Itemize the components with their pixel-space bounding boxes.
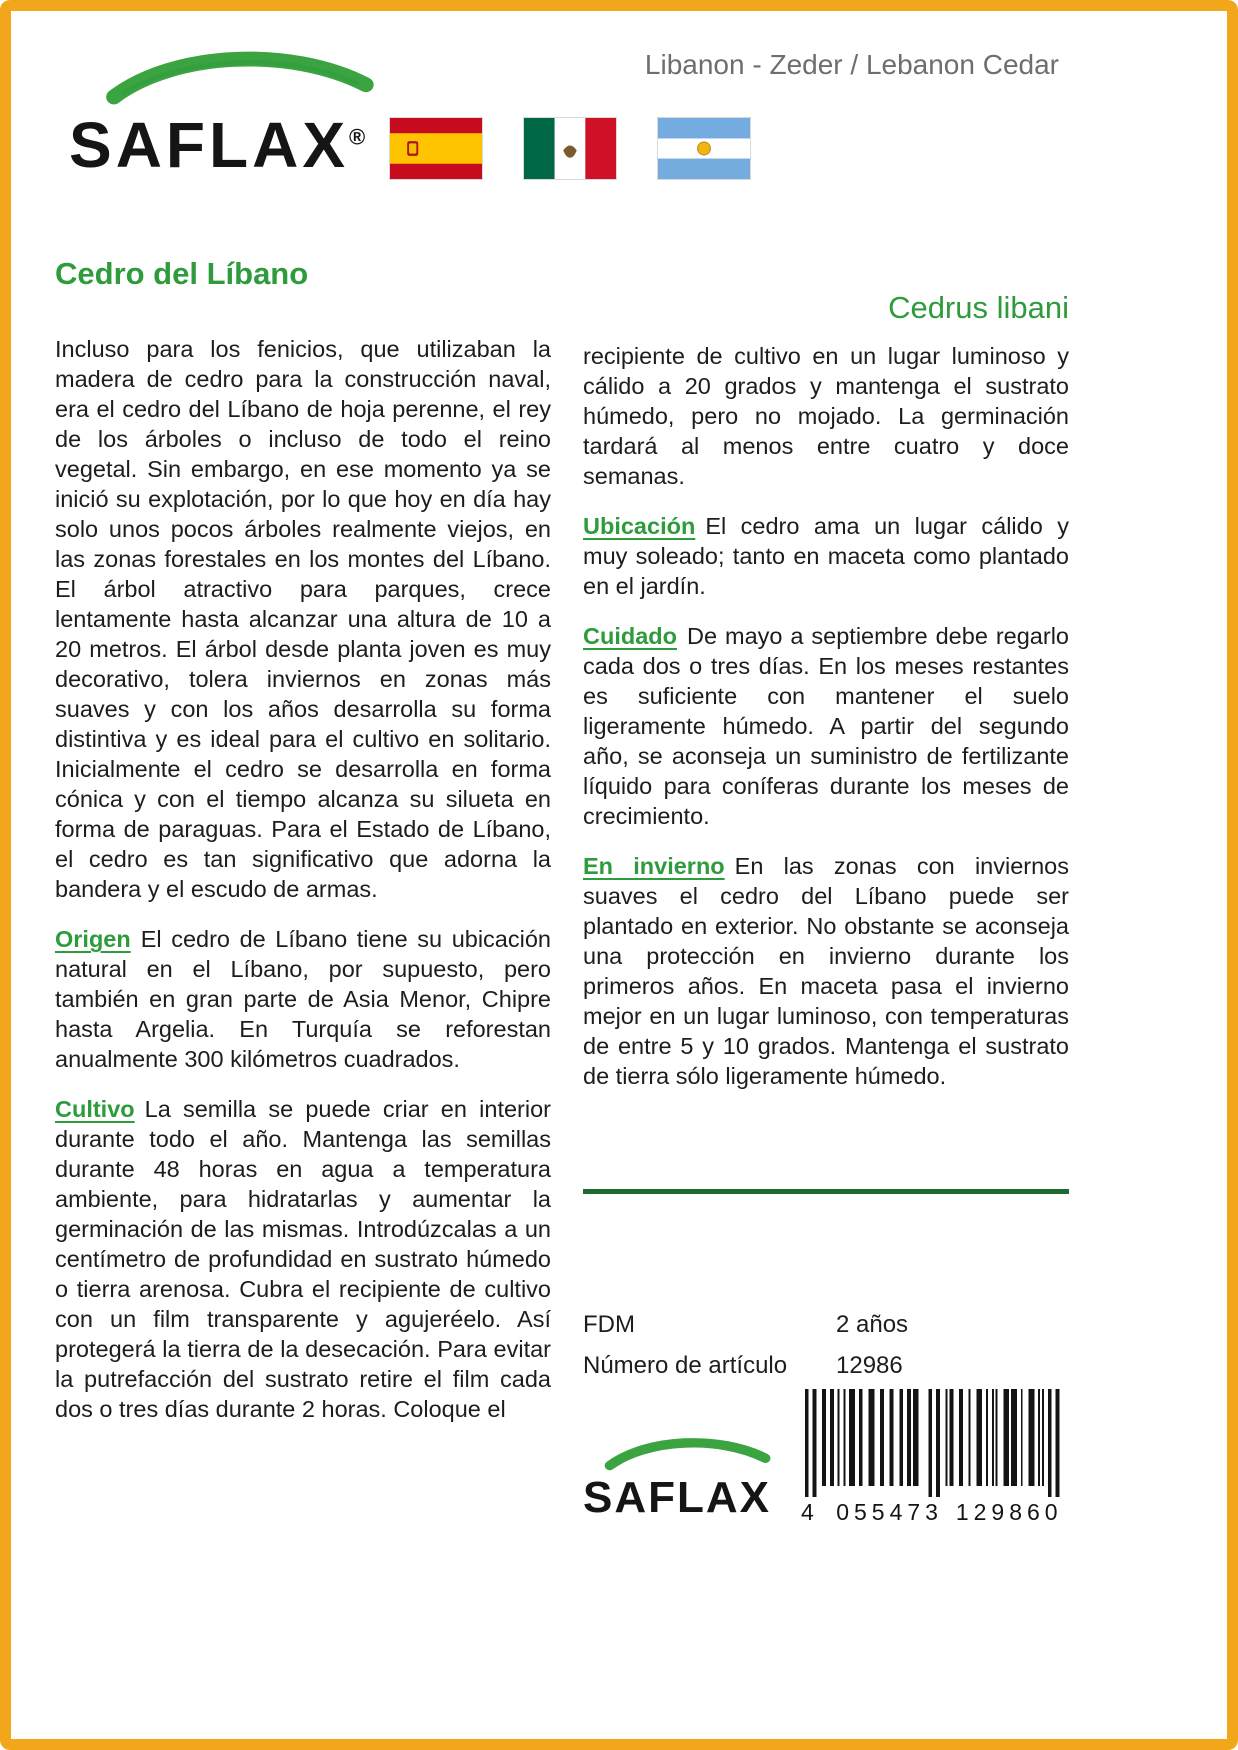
section-text-origen: El cedro de Líbano tiene su ubicación natural en el Líbano, por supuesto, pero también en gran parte de Asia Menor, Chipre hasta Argelia. En Turquía se reforestan anualmente 300 kilómetros cuadrados. [55,926,551,1072]
latin-name: Cedrus libani [888,290,1069,325]
detail-value: 12986 [836,1352,903,1379]
section-cultivo [55,1094,551,1424]
right-column [583,289,1069,1111]
flags-row [389,117,751,180]
barcode-digit-group: 129860 [955,1499,1063,1525]
saflax-logo [69,41,389,181]
detail-label: Número de artículo [583,1352,788,1379]
barcode-digit-group: 4 [801,1499,814,1525]
brand-name: SAFLAX [69,109,349,181]
section-en-invierno [583,851,1069,1091]
continuation-paragraph: recipiente de cultivo en un lugar luminoso y cálido a 20 grados y mantenga el sustrato húmedo, pero no mojado. La germinación tardará al menos entre cuatro y doce semanas. [583,343,1069,489]
intro-paragraph: Incluso para los fenicios, que utilizaban la madera de cedro para la construcción naval, era el cedro del Líbano de hoja perenne, el rey de los árboles o incluso de todo el reino vegetal. Sin embargo, en ese momento ya se inició su explotación, por lo que hoy en día hay solo unos pocos árboles realmente viejos, en las zonas forestales en los montes del Líbano. El árbol atractivo para parques, crece lentamente hasta alcanzar una altura de 10 a 20 metros. El árbol desde planta joven es muy decorativo, tolera inviernos en zonas más suaves y con los años desarrolla su forma distintiva y es ideal para el cultivo en solitario. Inicialmente el cedro se desarrolla en forma cónica y con el tiempo alcanza su silueta en forma de paraguas. Para el Estado de Líbano, el cedro es tan significativo que adorna la bandera y el escudo de armas. [55,336,551,902]
section-heading-origen: Origen [55,926,131,952]
argentina-flag-icon [657,117,751,180]
footer-row [583,1389,1069,1526]
section-text-en-invierno: En las zonas con inviernos suaves el cedro del Líbano puede ser plantado en exterior. No obstante se aconseja una protección en invierno durante los primeros años. En maceta pasa el invierno mejor en un lugar luminoso, con temperaturas de entre 5 y 10 grados. Mantenga el sustrato de tierra sólo ligeramente húmedo. [583,853,1070,1089]
detail-value: 2 años [836,1311,909,1338]
barcode [801,1389,1069,1526]
saflax-logo-small [583,1432,779,1526]
section-ubicacion [583,511,1069,601]
barcode-bars [801,1389,1069,1497]
detail-row-fdm [583,1311,1069,1339]
logo-swoosh-icon [603,1432,771,1474]
brand-wordmark [69,109,389,181]
brand-wordmark-small: SAFLAX [583,1473,771,1522]
registered-trademark: ® [349,124,366,150]
section-text-cultivo: La semilla se puede criar en interior durante todo el año. Mantenga las semillas durante 48 horas en agua a temperatura ambiente, para hidratarlas y aumentar la germinación de las mismas. Introdúzcalas a un centímetro de profundidad en sustrato húmedo o tierra arenosa. Cubra el recipiente de cultivo con un film transparente y agujeréelo. Así protegerá la tierra de la desecación. Para evitar la putrefacción del sustrato retire el film cada dos o tres días durante 2 horas. Coloque el [55,1096,551,1422]
section-heading-ubicacion: Ubicación [583,513,696,539]
section-text-cuidado: De mayo a septiembre debe regarlo cada dos o tres días. En los meses restantes es suficiente con mantener el suelo ligeramente húmedo. A partir del segundo año, se aconseja un suministro de fertilizante líquido para coníferas durante los meses de crecimiento. [583,623,1069,829]
mexico-flag-icon [523,117,617,180]
section-heading-cuidado: Cuidado [583,623,677,649]
page-title: Cedro del Líbano [55,256,309,291]
detail-row-article-number [583,1352,1069,1380]
product-name-header: Libanon - Zeder / Lebanon Cedar [644,49,1059,80]
barcode-digits [801,1499,1069,1526]
divider-line [583,1189,1069,1194]
left-column [55,254,551,1444]
detail-label: FDM [583,1311,635,1338]
section-cuidado [583,621,1069,831]
section-origen [55,924,551,1074]
section-text-ubicacion: El cedro ama un lugar cálido y muy soleado; tanto en maceta como plantado en el jardín. [583,513,1069,599]
details-block [583,1311,1069,1393]
logo-swoosh-icon [103,41,375,111]
section-heading-cultivo: Cultivo [55,1096,135,1122]
barcode-digit-group: 055473 [836,1499,943,1525]
spain-flag-icon [389,117,483,180]
section-heading-en-invierno: En invierno [583,853,725,879]
